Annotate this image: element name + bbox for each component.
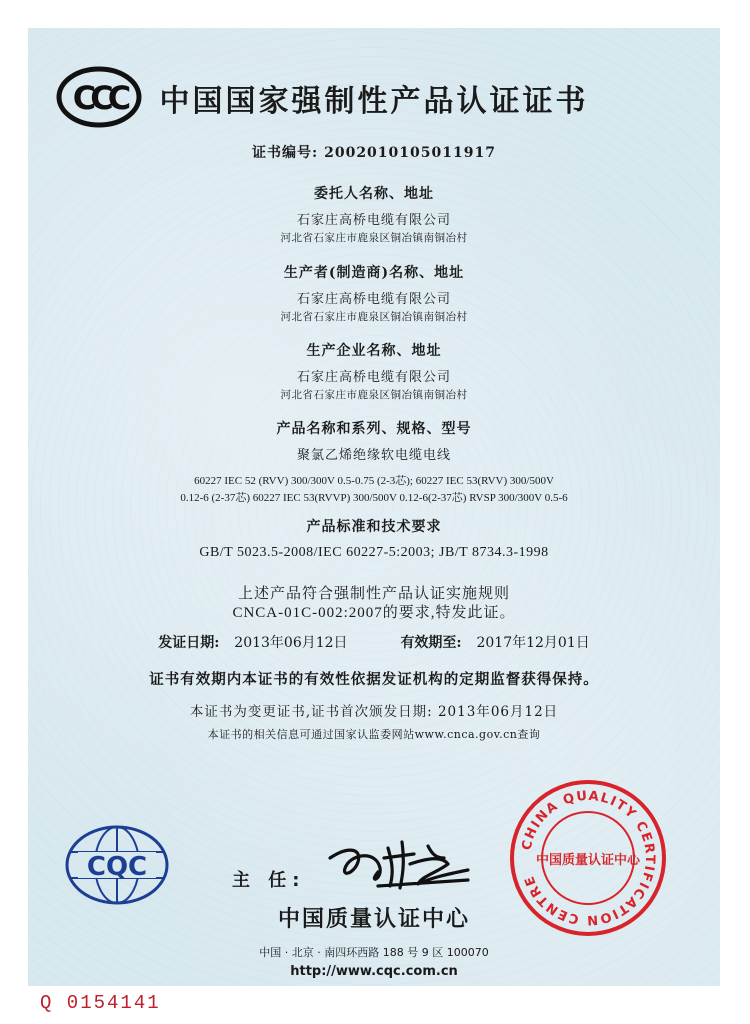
issuer-url[interactable]: http://www.cqc.com.cn [290,964,458,979]
change-note: 本证书为变更证书,证书首次颁发日期: 2013年06月12日 [189,704,559,720]
svg-text:中国质量认证中心: 中国质量认证中心 [535,853,641,868]
applicant-heading: 委托人名称、地址 [314,186,434,202]
applicant-address: 河北省石家庄市鹿泉区铜冶镇南铜冶村 [280,232,468,244]
svg-text:CCC: CCC [72,79,126,117]
factory-address: 河北省石家庄市鹿泉区铜冶镇南铜冶村 [280,389,468,401]
dates-row [28,632,720,652]
product-name: 聚氯乙烯绝缘软电缆电线 [296,448,451,463]
product-spec-line1: 60227 IEC 52 (RVV) 300/300V 0.5-0.75 (2-3芯); 60227 IEC 53(RVV) 300/500V [194,475,554,487]
product-heading: 产品名称和系列、规格、型号 [276,421,472,437]
expiry-date: 2017年12月01日 [476,635,590,651]
expiry-label: 有效期至: [400,635,462,651]
issuer-name: 中国质量认证中心 [277,907,470,932]
issuer-address: 中国 · 北京 · 南四环西路 188 号 9 区 100070 [259,946,489,959]
manufacturer-name: 石家庄高桥电缆有限公司 [296,292,451,307]
standards-value: GB/T 5023.5-2008/IEC 60227-5:2003; JB/T 8734.3-1998 [199,545,549,560]
certificate-number-label: 证书编号: [252,145,319,161]
product-spec-line2: 0.12-6 (2-37芯) 60227 IEC 53(RVVP) 300/500V 0.12-6(2-37芯) RVSP 300/300V 0.5-6 [180,492,568,504]
director-label: 主 任: [232,870,306,891]
manufacturer-heading: 生产者(制造商)名称、地址 [283,265,465,281]
certificate-number-line [28,142,720,162]
serial-number: Q 0154141 [40,992,161,1014]
certificate-number: 2002010105011917 [324,145,496,161]
validity-note: 证书有效期内本证书的有效性依据发证机构的定期监督获得保持。 [149,671,599,688]
conformity-line2: CNCA-01C-002:2007的要求,特发此证。 [232,605,516,621]
factory-name: 石家庄高桥电缆有限公司 [296,370,451,385]
director-signature [318,828,478,892]
issue-date-label: 发证日期: [158,635,220,651]
conformity-line1: 上述产品符合强制性产品认证实施规则 [237,584,510,602]
website-note: 本证书的相关信息可通过国家认监委网站www.cnca.gov.cn查询 [207,728,541,741]
svg-text:CHINA QUALITY CERTIFICATION CE: CHINA QUALITY CERTIFICATION CENTRE [519,788,658,928]
certificate-title: 中国国家强制性产品认证证书 [159,84,589,119]
cqc-logo [62,822,172,908]
factory-heading: 生产企业名称、地址 [306,343,442,359]
manufacturer-address: 河北省石家庄市鹿泉区铜冶镇南铜冶村 [280,311,468,323]
svg-text:CQC: CQC [86,852,148,882]
standards-heading: 产品标准和技术要求 [306,519,442,535]
applicant-name: 石家庄高桥电缆有限公司 [296,213,451,228]
issue-date: 2013年06月12日 [234,635,348,651]
